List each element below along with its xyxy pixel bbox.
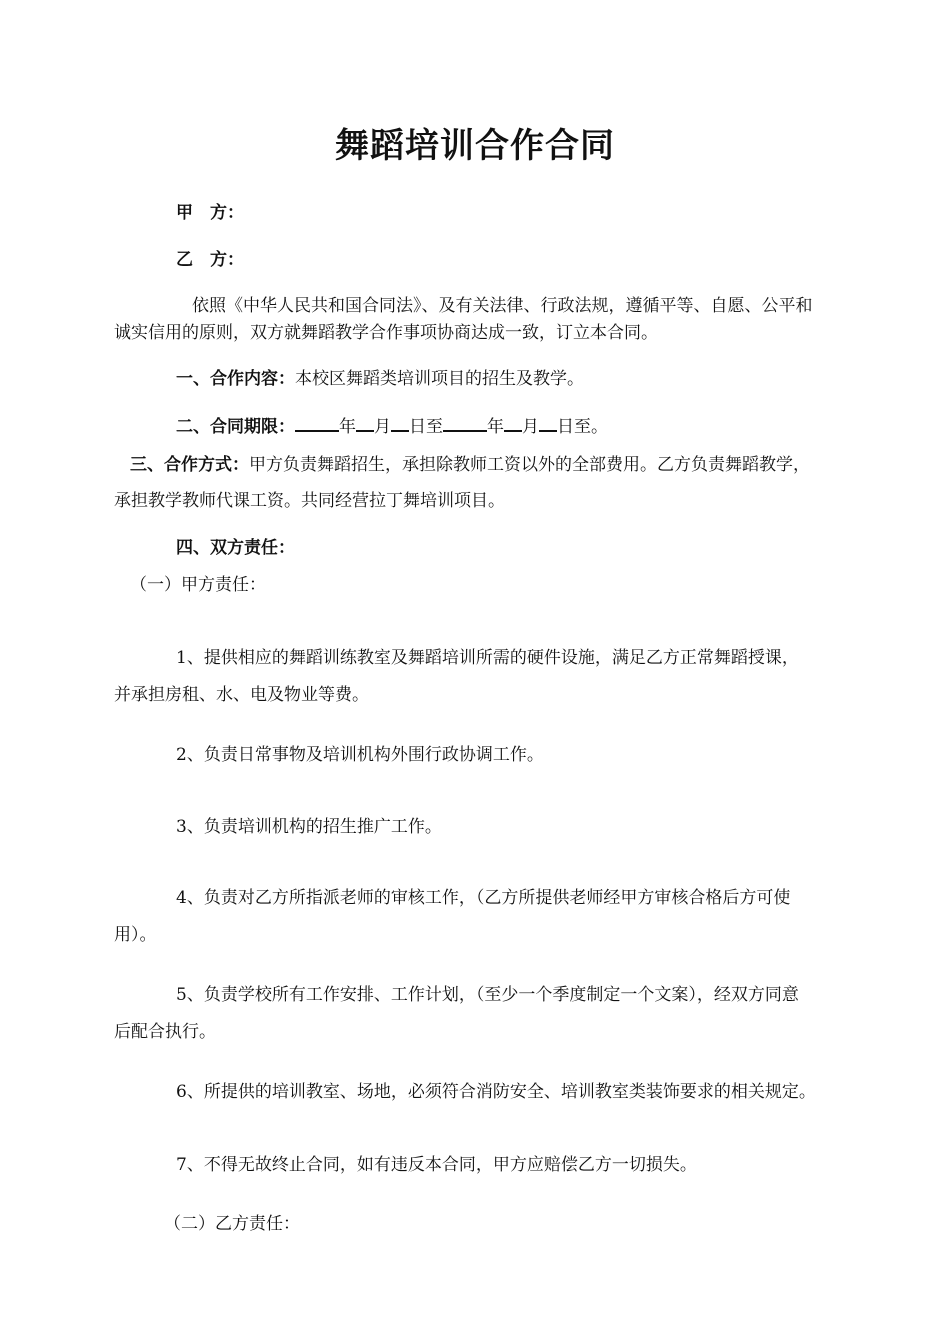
item-4-line-1: 4、负责对乙方所指派老师的审核工作，（乙方所提供老师经甲方审核合格后方可使 [176,888,791,908]
item-3: 3、负责培训机构的招生推广工作。 [176,817,442,837]
item-7: 7、不得无故终止合同，如有违反本合同，甲方应赔偿乙方一切损失。 [176,1155,697,1175]
start-month-blank [356,415,374,432]
item-1-line-2: 并承担房租、水、电及物业等费。 [114,685,369,705]
item-1-line-1: 1、提供相应的舞蹈训练教室及舞蹈培训所需的硬件设施，满足乙方正常舞蹈授课， [176,648,799,668]
end-year-blank [443,415,487,432]
section-1 [176,369,584,389]
item-5-line-1: 5、负责学校所有工作安排、工作计划，（至少一个季度制定一个文案），经双方同意 [176,985,799,1005]
month-unit: 月 [374,417,391,437]
item-4-line-2: 用）。 [114,925,157,945]
section-2-label: 二、合同期限： [176,417,295,437]
start-day-blank [391,415,409,432]
year-unit: 年 [487,417,504,437]
month-unit: 月 [522,417,539,437]
section-1-text: 本校区舞蹈类培训项目的招生及教学。 [295,369,584,389]
item-6: 6、所提供的培训教室、场地，必须符合消防安全、培训教室类装饰要求的相关规定。 [176,1082,816,1102]
section-2 [176,415,608,437]
section-4-label: 四、双方责任： [176,538,295,558]
subsection-party-b: （二）乙方责任： [164,1214,300,1234]
day-end-text: 日至。 [557,417,608,437]
subsection-party-a: （一）甲方责任： [130,575,266,595]
section-3-line-1 [130,455,810,475]
intro-paragraph-line-2: 诚实信用的原则，双方就舞蹈教学合作事项协商达成一致，订立本合同。 [114,323,658,343]
party-a-label: 甲 方： [176,203,244,223]
item-5-line-2: 后配合执行。 [114,1022,216,1042]
party-b-label: 乙 方： [176,250,244,270]
end-month-blank [504,415,522,432]
section-3-text: 甲方负责舞蹈招生，承担除教师工资以外的全部费用。乙方负责舞蹈教学， [249,455,810,475]
item-2: 2、负责日常事物及培训机构外围行政协调工作。 [176,745,544,765]
year-unit: 年 [339,417,356,437]
start-year-blank [295,415,339,432]
section-1-label: 一、合作内容： [176,369,295,389]
section-3-label: 三、合作方式： [130,455,249,475]
document-title: 舞蹈培训合作合同 [335,126,615,166]
intro-paragraph-line-1: 依照《中华人民共和国合同法》、及有关法律、行政法规，遵循平等、自愿、公平和 [192,296,813,316]
end-day-blank [539,415,557,432]
section-3-line-2: 承担教学教师代课工资。共同经营拉丁舞培训项目。 [114,491,505,511]
day-to-text: 日至 [409,417,443,437]
